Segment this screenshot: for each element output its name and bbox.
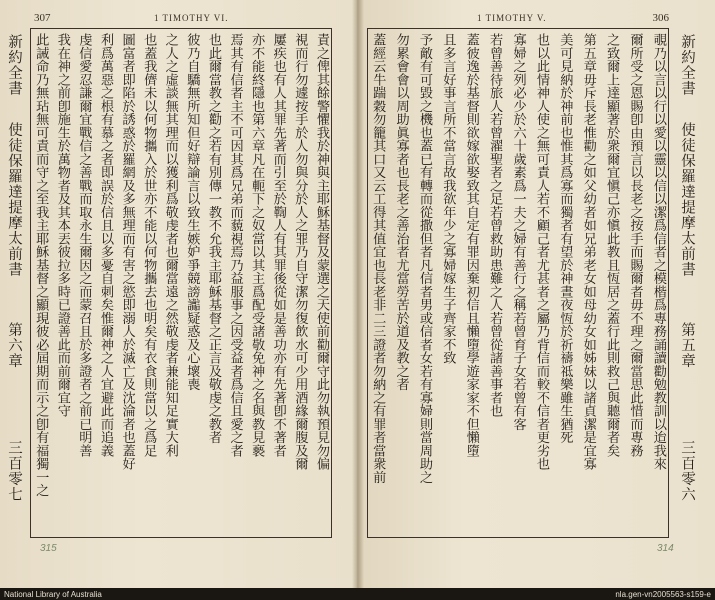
left-text-column: 虔信愛忍謙爾宜戰信之善戰而取永生爾因之而蒙召且於多證者之前已明善 <box>76 33 92 457</box>
right-handwritten-number: 314 <box>657 543 674 554</box>
left-text-column: 我在神之前卽施生於萬物者及其本丟彼拉多時已證善此而前爾宜守 <box>54 33 70 418</box>
right-page-number: 306 <box>652 12 669 24</box>
footer-identifier: nla.gen-vn2005563-s159-e <box>615 589 711 599</box>
left-text-column: 焉其有信者主不可因其爲兄弟而藐視焉乃益服事之因受益者爲信且愛之者 <box>227 33 243 457</box>
right-text-column: 第五章毋斥長老惟勸之如父幼者如兄弟老女如母幼女如姊妹以諸貞潔是宜寡 <box>580 33 596 471</box>
left-text-columns <box>31 29 331 537</box>
left-text-column: 視而行勿遽按手於人勿與分於人之罪乃自守潔勿復飲水可少用酒緣爾腹及爾 <box>292 33 308 471</box>
left-running-head: 1 TIMOTHY VI. <box>153 13 229 23</box>
right-text-column: 之致爾上達顯著於衆爾宜愼己亦愼此教且恆居之蓋行此則救己與聽爾者矣 <box>604 33 620 457</box>
left-margin-epistle-title: 使徒保羅達提摩太前書 <box>6 122 22 277</box>
left-text-column: 圖富者即陷於誘惑於羅網及多無理而有害之慾即溺人於滅亡及沈淪者也蓋好 <box>119 33 135 471</box>
right-text-column: 寡婦之列必少於六十歲素爲一夫之婦有善行之稱若曾育子女若曾有客 <box>510 33 526 431</box>
left-page-header <box>34 10 332 26</box>
right-running-head: 1 TIMOTHY V. <box>477 13 547 23</box>
left-text-column: 彼乃自驕無所知但好辯論言以致生嫉妒爭競謗讟疑惑及心壞喪 <box>184 33 200 391</box>
right-text-column: 也以此情神人使之無可責人若不顧己者尤甚者之屬乃背信而較不信者更劣也 <box>533 33 549 471</box>
left-text-column: 利爲萬惡之根有慕之者即誤於信且以多憂自刺矣惟爾神之人宜避此而追義 <box>97 33 113 457</box>
left-handwritten-number: 315 <box>40 543 57 554</box>
left-page-number: 307 <box>34 12 51 24</box>
left-text-column: 此誡命乃無玷無可責而守之至我主耶穌基督之顯現彼必屆期而示之卽有福獨一之 <box>33 33 49 497</box>
left-page <box>0 0 357 588</box>
right-margin-folio: 三百零六 <box>679 440 695 502</box>
left-margin-folio: 三百零七 <box>6 440 22 502</box>
right-text-column: 蓋彼逸於基督則欲嫁欲娶致其自定有罪因棄初信且懶墮學遊家家不但懶墮 <box>463 33 479 457</box>
right-text-column: 覗乃以言以行以愛以靈以信以潔爲信者之模楷爲專務誦讀勸勉教訓以迨我來 <box>650 33 666 471</box>
left-text-column: 之人之虛談無其理而以獲利爲敬虔者也爾當遠之然敬虔者兼能知足實大利 <box>162 33 178 457</box>
right-text-column: 若曾善待旅人若曾濯聖者之足若曾救助患難之人若曾從諸善事者也 <box>487 33 503 418</box>
footer-library-name: National Library of Australia <box>4 589 102 599</box>
footer-bar <box>0 588 715 600</box>
left-text-column: 也此爾當教之勸之若有別傳一教不允我主耶穌基督之正言及敬虔之教者 <box>205 33 221 444</box>
right-page <box>357 0 715 588</box>
right-text-frame <box>367 28 669 538</box>
right-text-columns <box>368 29 668 537</box>
book-gutter <box>352 0 364 588</box>
right-text-column: 美可見納於神前也惟其爲寡而獨者有望於神晝夜恆於祈禱祗樂雖生猶死 <box>557 33 573 444</box>
right-margin-book-title: 新約全書 <box>679 34 695 96</box>
right-text-column: 蓋經云牛踹穀勿籠其口又云工得其值宜也長老非二三證者勿納之有罪者當衆前 <box>370 33 386 484</box>
left-text-column: 屢疾也有人其罪先著而引至於鞫人有其罪後從如是善功亦有先著卽不著者 <box>270 33 286 457</box>
right-page-header <box>371 10 669 26</box>
right-text-column: 爾所受之恩賜卽由預言以長老之按手而賜爾者毋不理之爾當思此惜而專務 <box>627 33 643 457</box>
right-text-column: 予敵有可毀之機也蓋已有轉而從撒但者凡信者男或信者女若有寡婦則當周助之 <box>416 33 432 484</box>
left-text-column: 也蓋我儕未以何物攜入於世亦不能以何物攜去也明矣有衣食則當以之爲足 <box>141 33 157 457</box>
left-text-frame <box>30 28 332 538</box>
right-margin-chapter: 第五章 <box>679 322 695 369</box>
right-text-column: 且多言好事言所不當言故我欲年少之寡婦嫁生子齊家不致 <box>440 33 456 365</box>
right-text-column: 勿累會會以周助眞寡者也長老之善治者尤當勞苦於道及教之者 <box>393 33 409 391</box>
left-margin-chapter: 第六章 <box>6 322 22 369</box>
left-text-column: 亦不能終隱也第六章凡在軛下之奴當以其主爲配受諸敬免神之名與教見褻 <box>249 33 265 457</box>
left-text-column: 責之俾其餘警懼我於神與主耶穌基督及蒙選之天使前勸爾守此勿執預見勿偏 <box>313 33 329 471</box>
left-margin-book-title: 新約全書 <box>6 34 22 96</box>
right-margin-epistle-title: 使徒保羅達提摩太前書 <box>679 122 695 277</box>
